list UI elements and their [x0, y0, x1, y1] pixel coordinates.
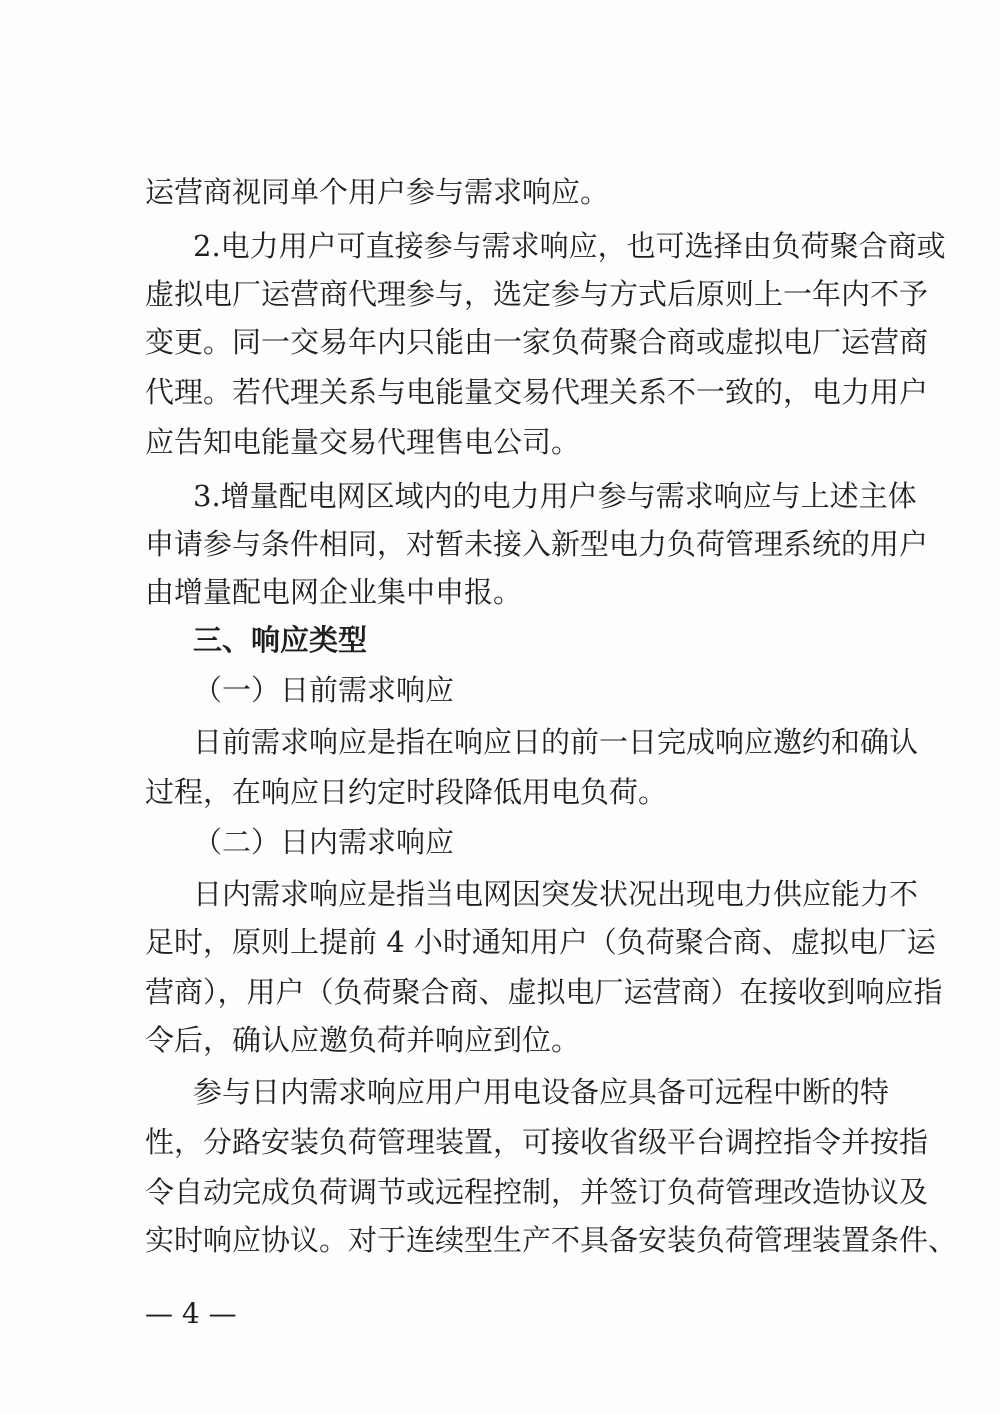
- text-line: 日内需求响应是指当电网因突发状况出现电力供应能力不: [193, 877, 919, 911]
- text-line: 令后，确认应邀负荷并响应到位。: [145, 1023, 581, 1057]
- text-line: 应告知电能量交易代理售电公司。: [145, 425, 581, 459]
- text-line: 申请参与条件相同，对暂未接入新型电力负荷管理系统的用户: [145, 527, 929, 561]
- text-line: 参与日内需求响应用户用电设备应具备可远程中断的特: [193, 1075, 890, 1109]
- text-line: 过程，在响应日约定时段降低用电负荷。: [145, 775, 668, 809]
- text-line: 性，分路安装负荷管理装置，可接收省级平台调控指令并按指: [145, 1125, 929, 1159]
- text-line: 令自动完成负荷调节或远程控制，并签订负荷管理改造协议及: [145, 1175, 929, 1209]
- text-line: 虚拟电厂运营商代理参与，选定参与方式后原则上一年内不予: [145, 277, 929, 311]
- page-number: — 4 —: [145, 1297, 237, 1330]
- text-line: 代理。若代理关系与电能量交易代理关系不一致的，电力用户: [145, 375, 929, 409]
- text-line: 日前需求响应是指在响应日的前一日完成响应邀约和确认: [193, 725, 919, 759]
- subsection-heading: （二）日内需求响应: [193, 825, 455, 859]
- text-line: 变更。同一交易年内只能由一家负荷聚合商或虚拟电厂运营商: [145, 325, 929, 359]
- subsection-heading: （一）日前需求响应: [193, 673, 455, 707]
- text-line: 3.增量配电网区域内的电力用户参与需求响应与上述主体: [193, 479, 917, 513]
- text-line: 由增量配电网企业集中申报。: [145, 575, 523, 609]
- section-heading: 三、响应类型: [193, 623, 368, 657]
- text-line: 运营商视同单个用户参与需求响应。: [145, 175, 610, 209]
- text-line: 营商），用户（负荷聚合商、虚拟电厂运营商）在接收到响应指: [145, 975, 943, 1009]
- text-line: 实时响应协议。对于连续型生产不具备安装负荷管理装置条件、: [145, 1223, 958, 1257]
- text-line: 足时，原则上提前 4 小时通知用户（负荷聚合商、虚拟电厂运: [145, 925, 936, 959]
- text-line: 2.电力用户可直接参与需求响应，也可选择由负荷聚合商或: [193, 229, 946, 263]
